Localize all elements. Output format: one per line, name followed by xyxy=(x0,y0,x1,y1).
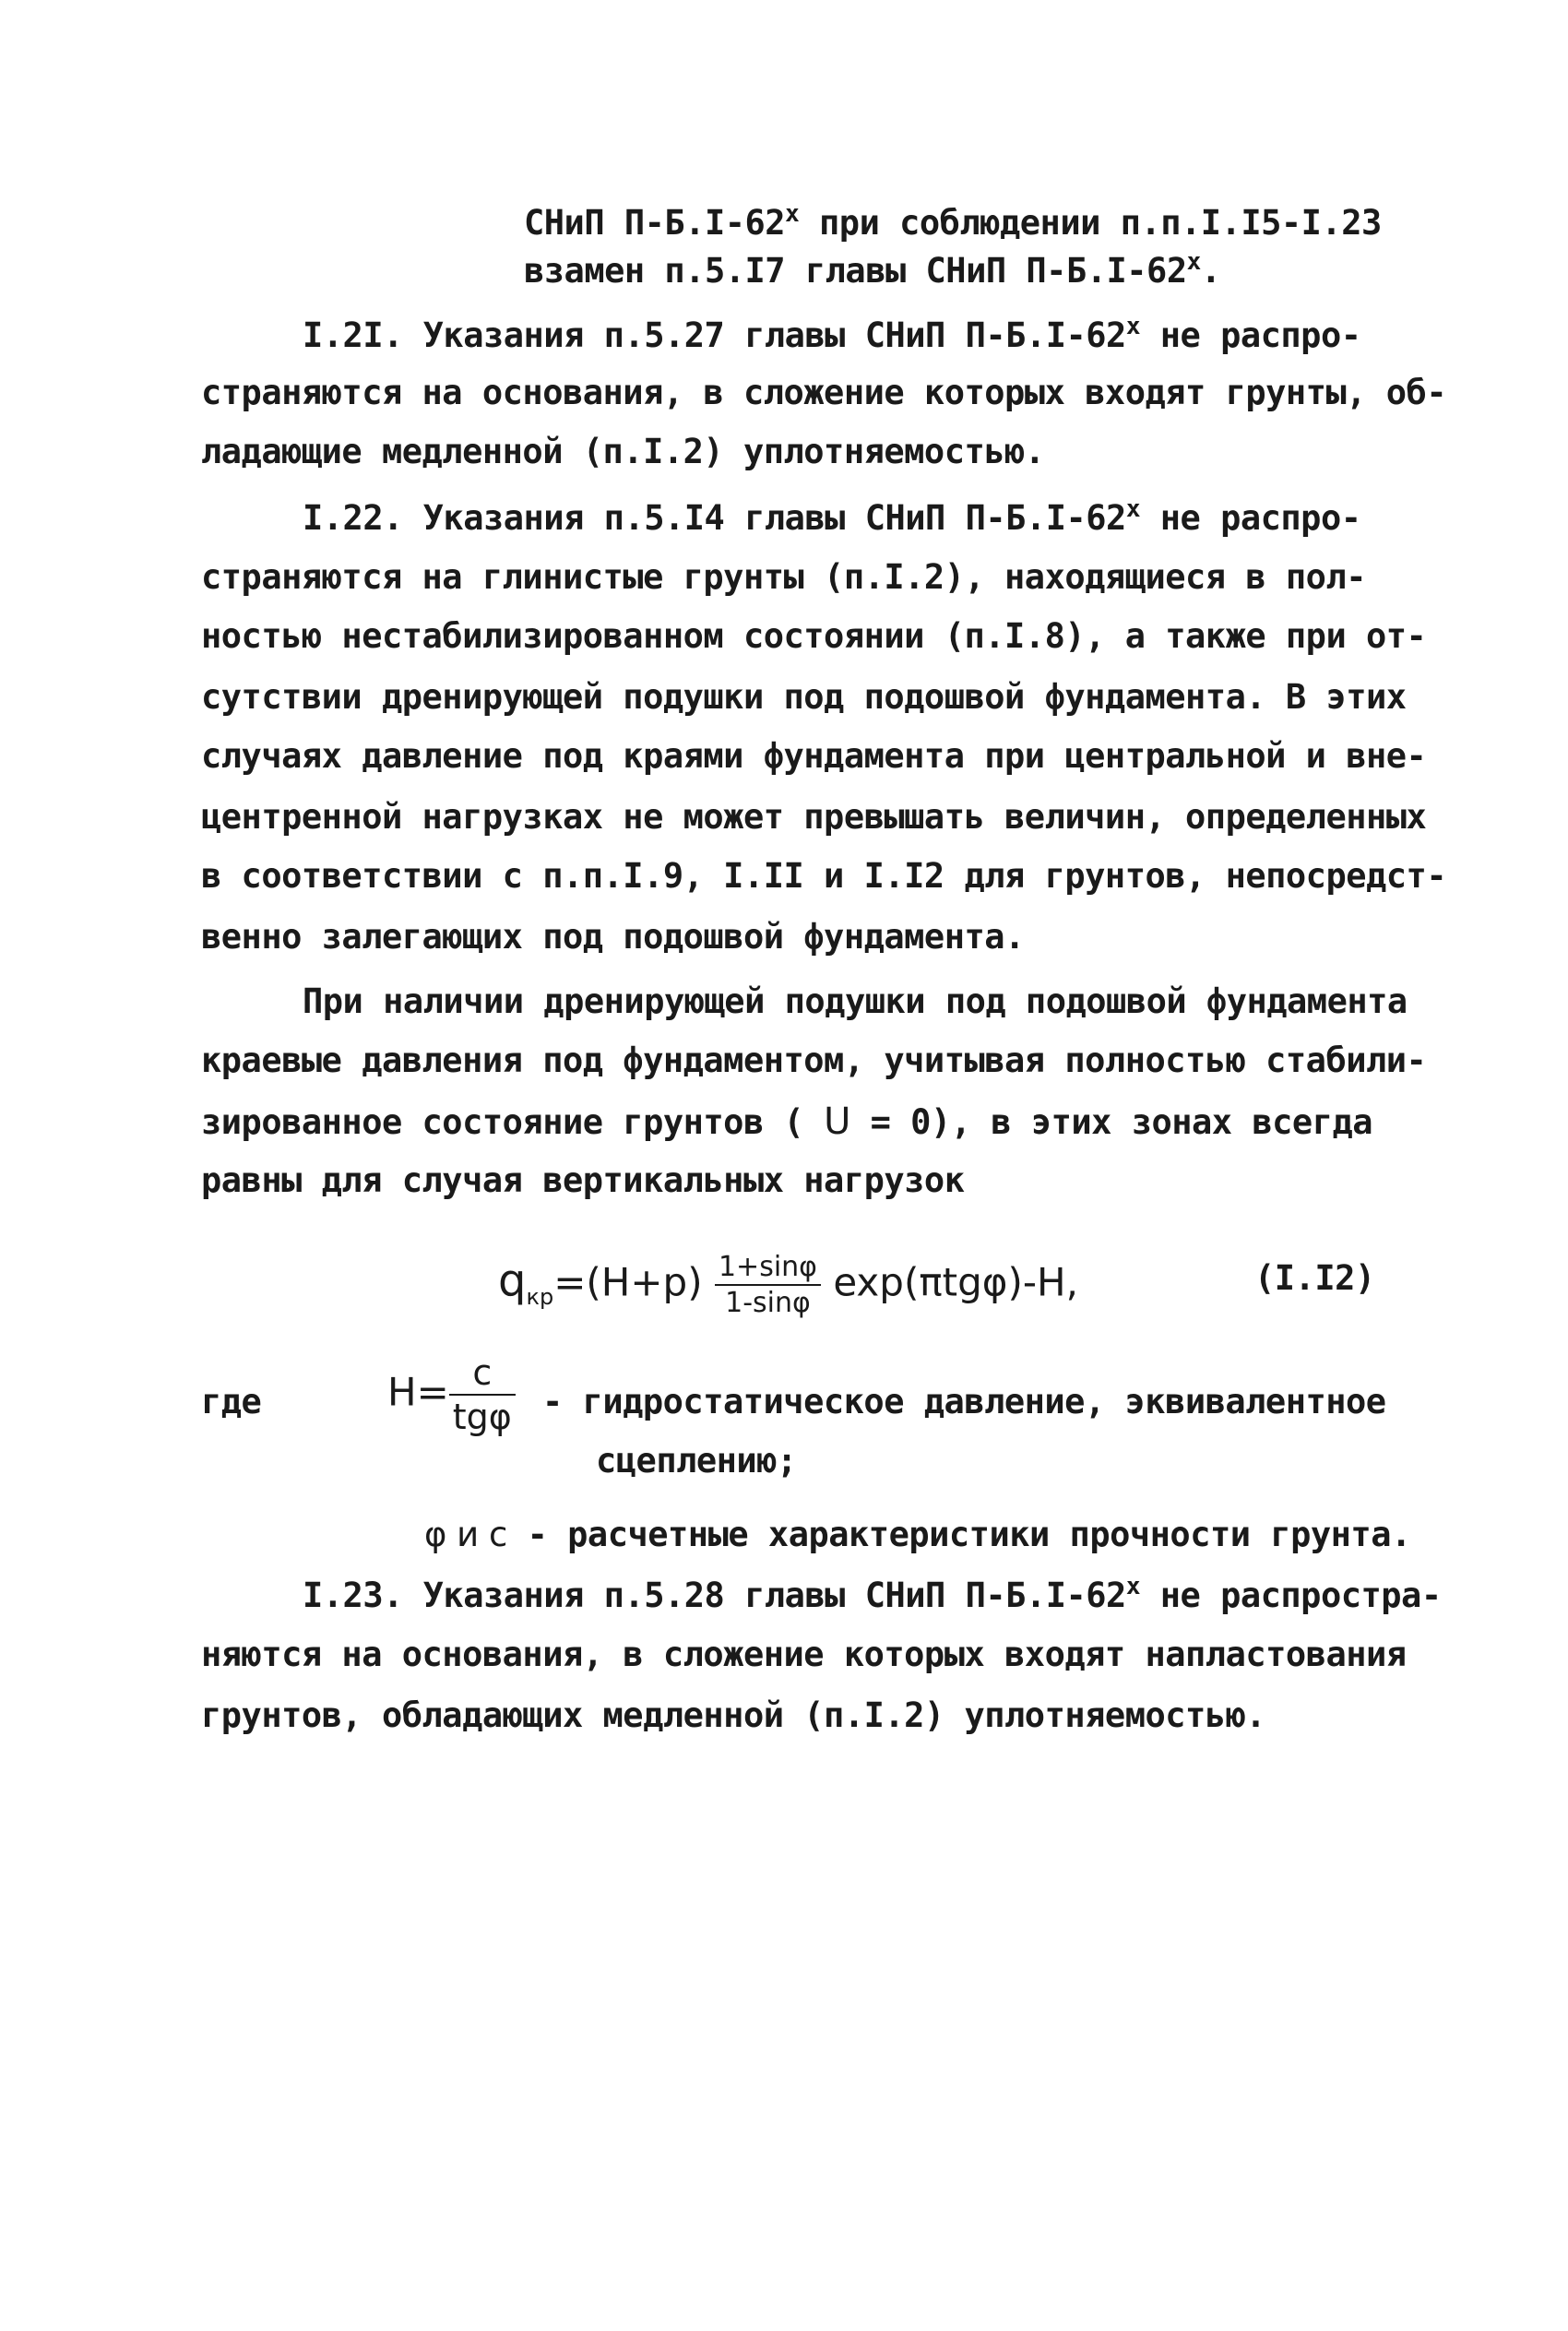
para-1-22-line-5: случаях давление под краями фундамента при центральной и вне- xyxy=(201,736,1427,776)
para-drain-line-3-text: зированное состояние грунтов ( xyxy=(201,1102,825,1142)
formula-h-denominator: tgφ xyxy=(452,1397,512,1437)
para-1-22-line-6: центренной нагрузках не может превышать величин, определенных xyxy=(201,797,1427,837)
fraction-bar xyxy=(449,1394,516,1396)
formula-h-fraction xyxy=(449,1352,516,1437)
header-line-2-text: взамен п.5.I7 главы СНиП П-Б.I-62 xyxy=(524,251,1187,291)
h-description-line-2: сцеплению; xyxy=(596,1441,797,1481)
header-line-1-tail: при соблюдении п.п.I.I5-I.23 xyxy=(799,203,1382,243)
formula-q-subscript: кр xyxy=(526,1283,554,1310)
superscript: x xyxy=(1125,1573,1140,1600)
superscript: x xyxy=(1125,495,1140,523)
para-1-21-line-3: ладающие медленной (п.I.2) уплотняемостью. xyxy=(201,432,1045,471)
phi-c-symbols: φ и c xyxy=(424,1515,507,1554)
para-1-22-line-2: страняются на глинистые грунты (п.I.2), находящиеся в пол- xyxy=(201,557,1367,597)
where-label: где xyxy=(201,1382,262,1421)
para-1-21-line-1 xyxy=(303,314,1361,358)
para-1-22-line-4: сутствии дренирующей подушки под подошвой фундамента. В этих xyxy=(201,677,1407,717)
formula-h xyxy=(387,1352,516,1437)
para-1-21-line-1-text: I.2I. Указания п.5.27 главы СНиП П-Б.I-62 xyxy=(303,315,1126,355)
superscript: x xyxy=(785,200,800,228)
phi-c-line xyxy=(424,1513,1411,1557)
para-1-22-line-8: венно залегающих под подошвой фундамента. xyxy=(201,917,1025,957)
para-1-22-line-3: ностью нестабилизированном состоянии (п.I.8), а также при от- xyxy=(201,616,1427,656)
para-1-21-line-2: страняются на основания, в сложение которых входят грунты, об- xyxy=(201,373,1447,412)
para-drain-line-2: краевые давления под фундаментом, учитывая полностью стабили- xyxy=(201,1041,1427,1080)
para-1-22-line-7: в соответствии с п.п.I.9, I.II и I.I2 для грунтов, непосредст- xyxy=(201,856,1447,896)
formula-head: =(H+p) xyxy=(553,1259,703,1305)
para-drain-line-3-tail: = 0), в этих зонах всегда xyxy=(849,1102,1373,1142)
para-1-22-line-1 xyxy=(303,496,1361,541)
para-1-22-line-1-text: I.22. Указания п.5.I4 главы СНиП П-Б.I-62 xyxy=(303,498,1126,538)
para-drain-line-3 xyxy=(201,1100,1372,1145)
para-1-23-line-2: няются на основания, в сложение которых входят напластования xyxy=(201,1635,1407,1674)
para-drain-line-1: При наличии дренирующей подушки под подошвой фундамента xyxy=(303,981,1408,1021)
para-1-23-line-1-tail: не распростра- xyxy=(1139,1576,1442,1615)
formula-h-lhs: H= xyxy=(387,1369,449,1415)
para-1-23-line-1-text: I.23. Указания п.5.28 главы СНиП П-Б.I-62 xyxy=(303,1576,1126,1615)
superscript: x xyxy=(1186,248,1201,276)
formula-q: q xyxy=(498,1255,527,1307)
header-line-1 xyxy=(524,201,1382,245)
formula-q-critical xyxy=(498,1251,1078,1319)
pore-pressure-symbol: U xyxy=(824,1100,850,1143)
formula-fraction xyxy=(715,1251,821,1319)
para-drain-line-4: равны для случая вертикальных нагрузок xyxy=(201,1160,965,1200)
superscript: x xyxy=(1125,313,1140,340)
para-1-23-line-1 xyxy=(303,1574,1442,1618)
formula-denominator: 1-sinφ xyxy=(725,1287,811,1319)
formula-numerator: 1+sinφ xyxy=(718,1251,817,1283)
para-1-21-line-1-tail: не распро- xyxy=(1139,315,1361,355)
formula-h-numerator: c xyxy=(472,1352,493,1393)
fraction-bar xyxy=(715,1284,821,1286)
header-line-2 xyxy=(524,249,1221,293)
para-1-22-line-1-tail: не распро- xyxy=(1139,498,1361,538)
formula-number: (I.I2) xyxy=(1254,1258,1375,1298)
h-description-line-1: - гидростатическое давление, эквивалентное xyxy=(542,1382,1386,1421)
para-1-23-line-3: грунтов, обладающих медленной (п.I.2) уплотняемостью. xyxy=(201,1695,1266,1735)
phi-c-description: - расчетные характеристики прочности грунта. xyxy=(506,1515,1411,1554)
header-line-2-tail: . xyxy=(1200,251,1221,291)
formula-tail: exp(πtgφ)-H, xyxy=(833,1259,1078,1305)
header-line-1-text: СНиП П-Б.I-62 xyxy=(524,203,786,243)
